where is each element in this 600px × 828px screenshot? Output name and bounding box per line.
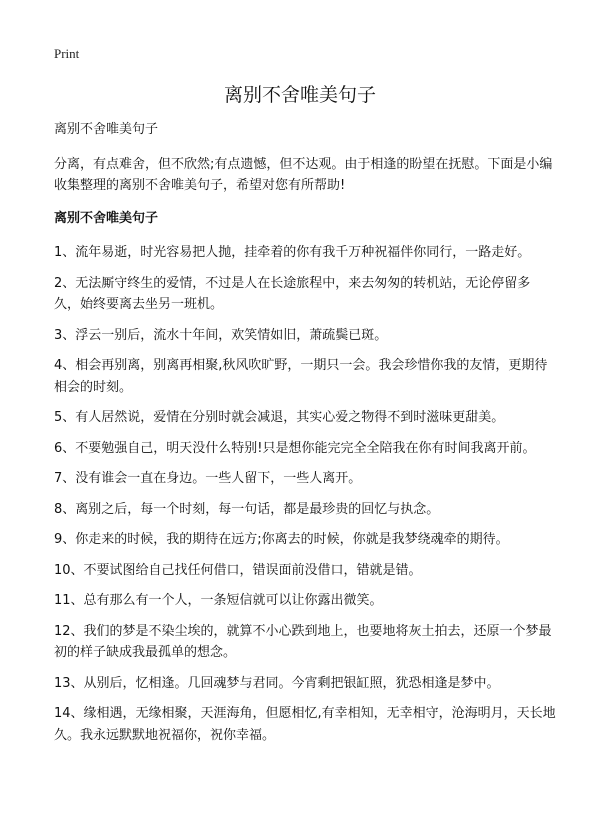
sentence-list: [54, 242, 556, 746]
list-item: 4、相会再别离，别离再相聚,秋风吹旷野，一期只一会。我会珍惜你我的友情，更期待相会的时刻。: [54, 358, 548, 395]
list-item: 9、你走来的时候，我的期待在远方;你离去的时候，你就是我梦绕魂牵的期待。: [54, 532, 509, 547]
article-body: [54, 121, 556, 755]
section-heading: 离别不舍唯美句子: [54, 211, 159, 226]
list-item: 11、总有那么有一个人，一条短信就可以让你露出微笑。: [54, 593, 383, 608]
list-item: 8、离别之后，每一个时刻，每一句话，都是最珍贵的回忆与执念。: [54, 501, 440, 517]
print-link[interactable]: Print: [54, 46, 80, 61]
list-item: 12、我们的梦是不染尘埃的，就算不小心跌到地上，也要地将灰土拍去，还原一个梦最初的样子缺成我最孤单的想念。: [54, 623, 552, 660]
list-item: 1、流年易逝，时光容易把人抛，挂牵着的你有我千万种祝福伴你同行，一路走好。: [54, 245, 531, 260]
list-item: 13、从别后，忆相逢。几回魂梦与君同。今宵剩把银缸照，犹恐相逢是梦中。: [54, 675, 500, 691]
list-item: 2、无法厮守终生的爱情，不过是人在长途旅程中，来去匆匆的转机站，无论停留多久，始终要离去坐另一班机。: [54, 275, 531, 312]
page-title: 离别不舍唯美句子: [223, 84, 376, 106]
intro-paragraph: 分离，有点难舍，但不欣然;有点遗憾，但不达观。由于相逢的盼望在抚慰。下面是小编收集整理的离别不舍唯美句子，希望对您有所帮助!: [54, 157, 553, 193]
list-item: 5、有人居然说，爱情在分别时就会减退，其实心爱之物得不到时滋味更甜美。: [54, 410, 505, 425]
list-item: 6、不要勉强自己，明天没什么特别!只是想你能完完全全陪我在你有时间我离开前。: [54, 440, 536, 456]
list-item: 7、没有谁会一直在身边。一些人留下，一些人离开。: [54, 471, 362, 486]
list-item: 14、缘相遇，无缘相聚，天涯海角，但愿相忆,有幸相知，无幸相守，沧海明月，天长地久。我永远默默地祝福你，祝你幸福。: [54, 706, 556, 743]
list-item: 3、浮云一别后，流水十年间，欢笑情如旧，萧疏鬓已斑。: [54, 327, 388, 343]
article-subtitle: 离别不舍唯美句子: [54, 122, 159, 137]
list-item: 10、不要试图给自己找任何借口，错误面前没借口，错就是错。: [54, 562, 422, 578]
